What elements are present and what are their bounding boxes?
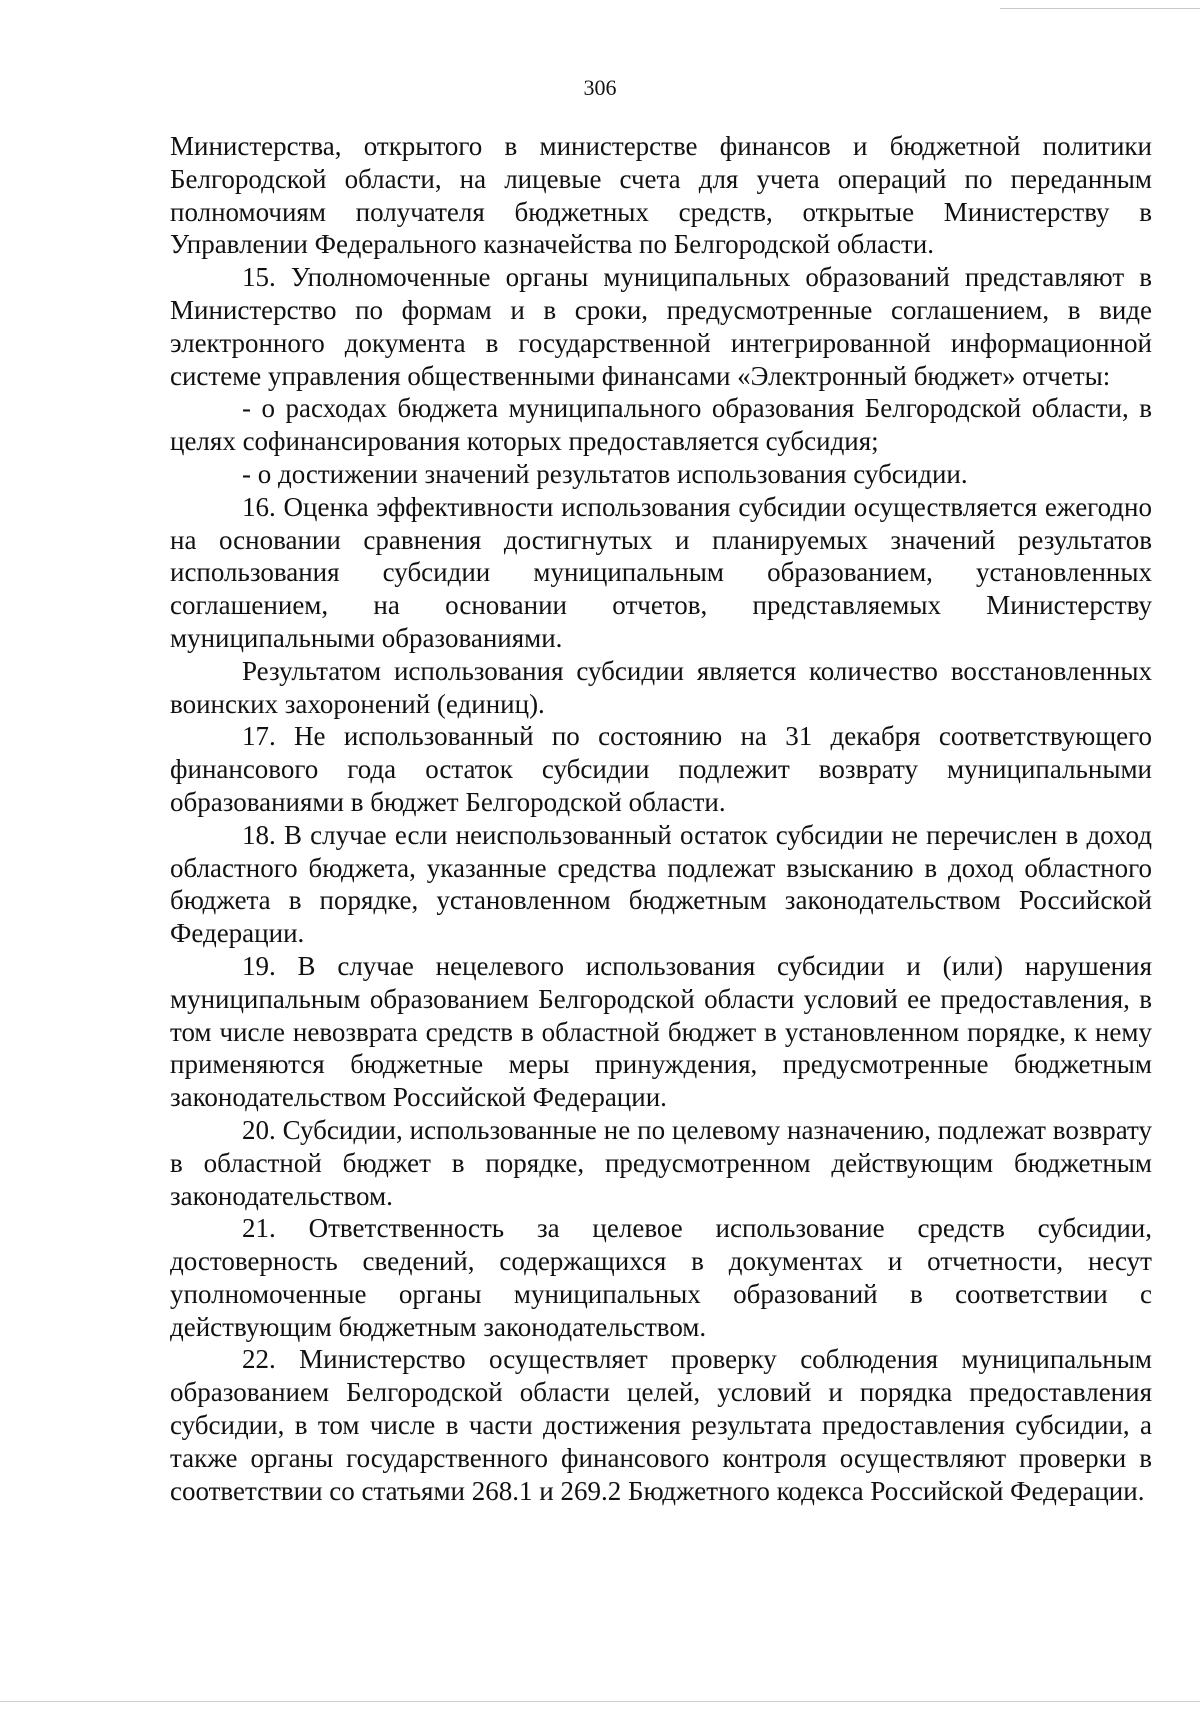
- paragraph-16-result: Результатом использования субсидии является количество восстановленных воинских захоронений (единиц).: [170, 655, 1152, 719]
- paragraph-continuation: Министерства, открытого в министерстве финансов и бюджетной политики Белгородской области, на лицевые счета для учета операций по переданным полномочиям получателя бюджетных средств, открытые Министерству в Управлении Федерального казначейства по Белгородской области.: [170, 131, 1152, 260]
- paragraph-15-item-expenses: - о расходах бюджета муниципального образования Белгородской области, в целях софинансирования которых предоставляется субсидия;: [170, 393, 1152, 457]
- paragraph-22: 22. Министерство осуществляет проверку соблюдения муниципальным образованием Белгородской области целей, условий и порядка предоставления субсидии, в том числе в части достижения результата предоставления субсидии, а также органы государственного финансового контроля осуществляют проверки в соответствии со статьями 268.1 и 269.2 Бюджетного кодекса Российской Федерации.: [170, 1344, 1152, 1506]
- paragraph-20: 20. Субсидии, использованные не по целевому назначению, подлежат возврату в областной бюджет в порядке, предусмотренном действующим бюджетным законодательством.: [170, 1114, 1152, 1211]
- paragraph-15-item-results: - о достижении значений результатов использования субсидии.: [242, 458, 968, 489]
- paragraph-16: 16. Оценка эффективности использования субсидии осуществляется ежегодно на основании сравнения достигнутых и планируемых значений результатов использования субсидии муниципальным образованием, установленных соглашением, на основании отчетов, представляемых Министерству муниципальными образованиями.: [170, 491, 1152, 653]
- paragraph-21: 21. Ответственность за целевое использование средств субсидии, достоверность сведений, содержащихся в документах и отчетности, несут уполномоченные органы муниципальных образований в соответствии с действующим бюджетным законодательством.: [170, 1213, 1152, 1342]
- scan-edge-line-top: [1000, 8, 1200, 9]
- paragraph-19: 19. В случае нецелевого использования субсидии и (или) нарушения муниципальным образованием Белгородской области условий ее предоставления, в том числе невозврата средств в областной бюджет в установленном порядке, к нему применяются бюджетные меры принуждения, предусмотренные бюджетным законодательством Российской Федерации.: [170, 950, 1152, 1113]
- paragraph-18: 18. В случае если неиспользованный остаток субсидии не перечислен в доход областного бюджета, указанные средства подлежат взысканию в доход областного бюджета в порядке, установленном бюджетным законодательством Российской Федерации.: [170, 819, 1152, 949]
- page-number: 306: [583, 75, 617, 100]
- document-body: [170, 130, 1152, 1507]
- scan-edge-line-bottom: [0, 1701, 1200, 1702]
- paragraph-17: 17. Не использованный по состоянию на 31 декабря соответствующего финансового года остаток субсидии подлежит возврату муниципальными образованиями в бюджет Белгородской области.: [170, 721, 1152, 817]
- paragraph-15: 15. Уполномоченные органы муниципальных образований представляют в Министерство по формам и в сроки, предусмотренные соглашением, в виде электронного документа в государственной интегрированной информационной системе управления общественными финансами «Электронный бюджет» отчеты:: [170, 262, 1152, 391]
